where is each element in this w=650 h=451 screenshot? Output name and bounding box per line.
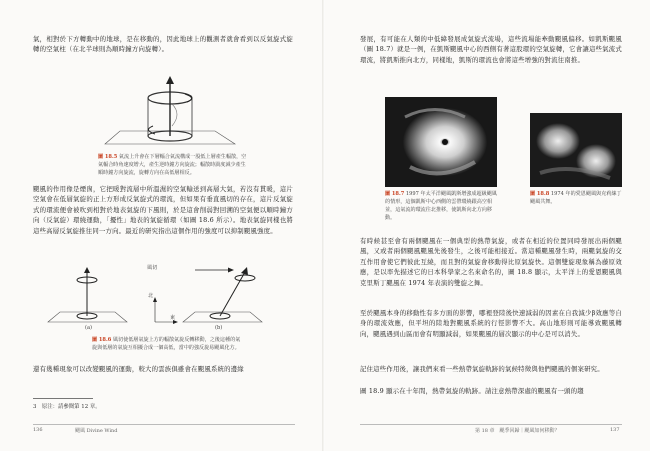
left-footer-rule [33,424,295,425]
right-paragraph-4: 記住這些作用後，讓我們來看一些熱帶氣旋軌跡的氣候特徵與他們颶風的個案研究。 [360,365,604,373]
right-paragraph-1: 發展，有可能在人類的中低緯發展成氣旋式流場，這些流場能牽動颶風偏移。如凱斯颶風（圖 18.7）就是一例，在凱斯颶風中心的西側有著這股環的空氣旋轉，它會讓這些氣流式環流，將凱斯推向北方，同樣地，凱斯的環流也會將這些增強的對流往南推。 [360,35,622,64]
left-paragraph-2: 颶風的作用像是煙囪，它把暖對流層中所溫濕的空氣輸送到高層大氣，若沒有貫暖，這片空氣會在低層氣旋的正上方形成反氣旋式的環流，但如果有垂直風切的存在，這片反氣旋式的環流便會被吹到相對於地表氣旋的下風則，於是這會削弱對回溯的空氣便以順時鐘方向（反氣旋）環繞運動，「擾性」地表的氣旋循環（如圖 18.6 所示）。地表氣旋同樣也將這些高層反氣旋推往同一方向。最近的研究指出這個作用的強度可以抑制颶風強度。 [33,185,293,235]
figure-18-5-caption [98,153,248,177]
figure-18-7-caption [385,190,497,222]
right-running-head: 第 18 章 颶季回歸｜颶風如何移動？ [475,428,560,434]
figure-18-6-panel-a-label: (a) [85,325,93,331]
left-folio: 136 [33,427,43,433]
right-folio: 137 [610,427,620,433]
figure-18-5-label: 圖 18.5 [98,154,118,160]
left-paragraph-3: 還有幾種現象可以改變颶風的運動，較大的雲族俱雖會在颶風系統的邊緣 [33,365,244,373]
figure-18-8-caption [530,190,622,206]
left-paragraph-1: 氣，相對於下方轉動中的地球，是在移動的，因此地球上的觀測者就會看到以反氣旋式旋轉的空氣柱（在北半球則為順時鐘方向旋轉）。 [33,35,293,54]
figure-18-6-shear-label: 風切 [147,265,158,271]
right-paragraph-3: 至於颶風本身的移動性有多方面的影響，哪裡登陸後快速減弱的因素在自我減少β效應等自身的環流效應，但平坦的陸地對颶風系統的行徑影響不大。高山地形則可能導致颶風轉向，颶風遇到山區而會有明顯減弱，如果颶風的層次顯示的中心是可以消失。 [360,309,622,338]
figure-18-6-caption [92,336,242,352]
figure-18-8-label: 圖 18.8 [530,191,550,197]
figure-18-7-caption-text: 1997 年太平洋颶風凱斯增強成超級颶風的情形，這個凱斯中心西側的雲帶環繞跟高空相並，這氣流的環流往北推移，使凱斯向北方向移動。 [385,191,497,221]
right-footer-rule [360,424,622,425]
figure-18-6-label: 圖 18.6 [92,337,112,343]
figure-18-7-label: 圖 18.7 [385,191,405,197]
right-paragraph-2: 有時候甚至會有兩個颶風在一個典型的熱帶氣旋，或者在相近的位置同時發展出兩個颶風，又或者兩個颶風颶風先後發生，之後可能相接近。當這種颶風發生時，兩颶氣旋的交互作用會使它們彼此互繞，而且對的氣旋會移動得比原氣旋快。這個雙旋現象稱為藤原效應，是以率先描述它的日本科學家之名來命名的，圖 18.8 顯示，太平洋上的愛恩颶風與克里斯丁颶風在 1974 年表演的雙旋之舞。 [360,237,622,287]
figure-18-6-wind-shear-diagram [45,260,285,342]
figure-18-6-east-label: 東 [170,315,176,321]
left-running-head: 颶風 Divine Wind [75,428,118,434]
right-page [325,0,650,451]
footnote: 3 原注：請參閱第 12 章。 [33,404,101,410]
figure-18-6-caption-text: 風切使低層氣旋上方的輻散氣旋反轉移動，之後這種的氣旋與低層的氣旋互相擾合成一個高低，當中的強反旋易颶風化方。 [92,337,241,351]
figure-18-7-satellite-photo [385,97,497,187]
figure-18-5-caption-text: 氣流上升會在下層輻合氣流構成一股低上層產生輻散，空氣輻合時角速度增大，產生逆時鐘方向旋流；輻散時渦度減少產生順時鐘方向旋流，旋轉方向在高低層相反。 [98,154,247,176]
footnote-rule [33,398,93,399]
figure-18-8-caption-text: 1974 年的愛恩颶風與克莉絲丁颶風共舞。 [530,191,622,205]
right-paragraph-5: 圖 18.9 顯示在十年間，熱帶氣旋的軌跡。請注意熱帶深處的颶風有一頭的趨 [360,387,584,395]
figure-18-6-panel-b-label: (b) [215,325,223,331]
figure-18-5-vortex-diagram [100,76,240,151]
figure-18-6-north-label: 北 [148,293,154,299]
figure-18-8-satellite-photo [530,113,622,187]
